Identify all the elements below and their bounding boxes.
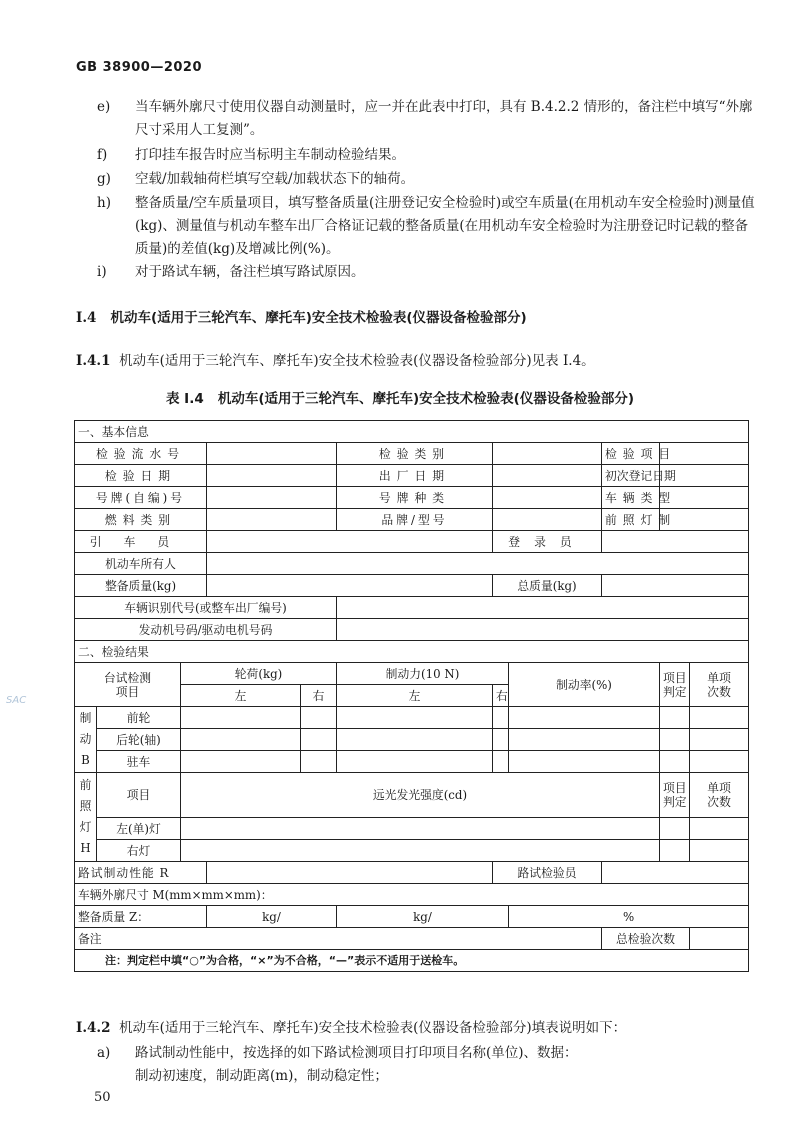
- curb-mass-z-label: 整备质量 Z：: [75, 906, 207, 928]
- vin-value: [337, 597, 749, 619]
- table-row: [75, 862, 749, 884]
- table-row: [75, 707, 749, 729]
- axle-load-header: 轮荷(kg): [181, 663, 337, 685]
- brake-rate-header: 制动率(%): [509, 663, 660, 707]
- axle-load-right: 右: [301, 685, 337, 707]
- note-a-continuation: 制动初速度，制动距离(m)，制动稳定性；: [135, 1068, 388, 1084]
- headlamp-item-header: 项目: [97, 773, 181, 818]
- table-row: [75, 597, 749, 619]
- table-row: [75, 840, 749, 862]
- page-number: 50: [94, 1090, 111, 1105]
- inspection-type-label: 检验类别: [337, 443, 493, 465]
- table-row: [75, 465, 749, 487]
- table-row: [75, 729, 749, 751]
- note-g: g) 空载/加载轴荷栏填写空载/加载状态下的轴荷。: [97, 171, 415, 187]
- note-e: e) 当车辆外廓尺寸使用仪器自动测量时，应一并在此表中打印，具有 B.4.2.2 情形的，备注栏中填写“外廓尺寸采用人工复测”。: [97, 99, 753, 138]
- table-row: [75, 531, 749, 553]
- curb-mass-z-kg-2: kg/: [337, 906, 509, 928]
- total-mass-value: [602, 575, 749, 597]
- dimensions-row: 车辆外廓尺寸 M(mm×mm×mm)：: [75, 884, 749, 906]
- watermark-logo: SAC: [6, 695, 27, 706]
- engine-no-value: [337, 619, 749, 641]
- table-row: [75, 906, 749, 928]
- table-note: 注：判定栏中填“○”为合格，“×”为不合格，“—”表示不适用于送检车。: [75, 950, 749, 972]
- brake-force-right: 右: [493, 685, 509, 707]
- headlamp-count-header: 单项 次数: [690, 773, 749, 818]
- recorder-value: [602, 531, 749, 553]
- right-lamp-label: 右灯: [97, 840, 181, 862]
- factory-date-label: 出厂日期: [337, 465, 493, 487]
- fuel-type-label: 燃料类别: [75, 509, 207, 531]
- brake-group-label: 制动B: [75, 707, 97, 773]
- results-header: 二、检验结果: [75, 641, 749, 663]
- curb-mass-z-kg-1: kg/: [207, 906, 337, 928]
- table-row: [75, 443, 749, 465]
- parking-label: 驻车: [97, 751, 181, 773]
- inspection-date-value: [207, 465, 337, 487]
- clause-i41: I.4.1 机动车(适用于三轮汽车、摩托车)安全技术检验表(仪器设备检验部分)见表 I.4。: [76, 353, 595, 369]
- curb-mass-value: [207, 575, 493, 597]
- plate-no-label: 号牌(自编)号: [75, 487, 207, 509]
- curb-mass-label: 整备质量(kg): [75, 575, 207, 597]
- first-reg-date-label: 初次登记日期: [602, 465, 660, 487]
- headlamp-system-label: 前照灯制: [602, 509, 660, 531]
- inspection-date-label: 检验日期: [75, 465, 207, 487]
- headlamp-judge-header: 项目 判定: [660, 773, 690, 818]
- brand-model-value: [493, 509, 602, 531]
- results-header-row: [75, 641, 749, 663]
- driver-label: 引车员: [75, 531, 207, 553]
- owner-value: [207, 553, 749, 575]
- brand-model-label: 品牌/型号: [337, 509, 493, 531]
- road-inspector-value: [602, 862, 749, 884]
- bench-item-header: 台试检测 项目: [75, 663, 181, 707]
- table-row: [75, 663, 749, 685]
- plate-no-value: [207, 487, 337, 509]
- total-count-label: 总检验次数: [602, 928, 690, 950]
- total-mass-label: 总质量(kg): [493, 575, 602, 597]
- fuel-type-value: [207, 509, 337, 531]
- owner-label: 机动车所有人: [75, 553, 207, 575]
- table-row: [75, 575, 749, 597]
- total-count-value: [690, 928, 749, 950]
- note-a: a) 路试制动性能中，按选择的如下路试检测项目打印项目名称(单位)、数据：: [97, 1045, 578, 1061]
- table-row: [75, 619, 749, 641]
- table-row: [75, 553, 749, 575]
- judge-header: 项目 判定: [660, 663, 690, 707]
- table-row: [75, 884, 749, 906]
- basic-info-header: 一、基本信息: [75, 421, 749, 443]
- brake-force-left: 左: [337, 685, 493, 707]
- engine-no-label: 发动机号码/驱动电机号码: [75, 619, 337, 641]
- serial-no-label: 检验流水号: [75, 443, 207, 465]
- driver-value: [207, 531, 493, 553]
- inspection-type-value: [493, 443, 602, 465]
- table-row: [75, 509, 749, 531]
- table-caption: 表 I.4 机动车(适用于三轮汽车、摩托车)安全技术检验表(仪器设备检验部分): [165, 391, 635, 407]
- note-h: h) 整备质量/空车质量项目，填写整备质量(注册登记安全检验时)或空车质量(在用机动车安全检验时)测量值(kg)、测量值与机动车整车出厂合格证记载的整备质量(在用机动车安全检验时为注册登记时记载的整备质量)的差值(kg)及增减比例(%)。: [97, 195, 755, 257]
- recorder-label: 登录员: [493, 531, 602, 553]
- count-header: 单项 次数: [690, 663, 749, 707]
- table-row: [75, 751, 749, 773]
- remarks-label: 备注: [75, 928, 602, 950]
- table-row: [75, 773, 749, 818]
- headlamp-group-label: 前照灯H: [75, 773, 97, 862]
- plate-type-value: [493, 487, 602, 509]
- table-row: [75, 487, 749, 509]
- note-i: i) 对于路试车辆，备注栏填写路试原因。: [97, 264, 365, 280]
- rear-wheel-label: 后轮(轴): [97, 729, 181, 751]
- road-brake-value: [207, 862, 493, 884]
- vehicle-type-label: 车辆类型: [602, 487, 660, 509]
- vin-label: 车辆识别代号(或整车出厂编号): [75, 597, 337, 619]
- road-inspector-label: 路试检验员: [493, 862, 602, 884]
- axle-load-left: 左: [181, 685, 301, 707]
- note-f: f) 打印挂车报告时应当标明主车制动检验结果。: [97, 147, 405, 163]
- standard-number: GB 38900—2020: [76, 60, 203, 75]
- brake-force-header: 制动力(10 N): [337, 663, 509, 685]
- section-heading: I.4 机动车(适用于三轮汽车、摩托车)安全技术检验表(仪器设备检验部分): [76, 310, 527, 326]
- table-row: [75, 928, 749, 950]
- factory-date-value: [493, 465, 602, 487]
- left-lamp-label: 左(单)灯: [97, 818, 181, 840]
- table-row: [75, 818, 749, 840]
- front-wheel-label: 前轮: [97, 707, 181, 729]
- high-beam-header: 远光发光强度(cd): [181, 773, 660, 818]
- road-brake-label: 路试制动性能 R: [75, 862, 207, 884]
- curb-mass-z-pct: %: [509, 906, 749, 928]
- serial-no-value: [207, 443, 337, 465]
- plate-type-label: 号牌种类: [337, 487, 493, 509]
- table-row: [75, 950, 749, 972]
- clause-i42: I.4.2 机动车(适用于三轮汽车、摩托车)安全技术检验表(仪器设备检验部分)填表说明如下：: [76, 1020, 627, 1036]
- basic-info-header-row: [75, 421, 749, 443]
- inspection-form-table: [74, 420, 749, 972]
- inspection-items-label: 检验项目: [602, 443, 660, 465]
